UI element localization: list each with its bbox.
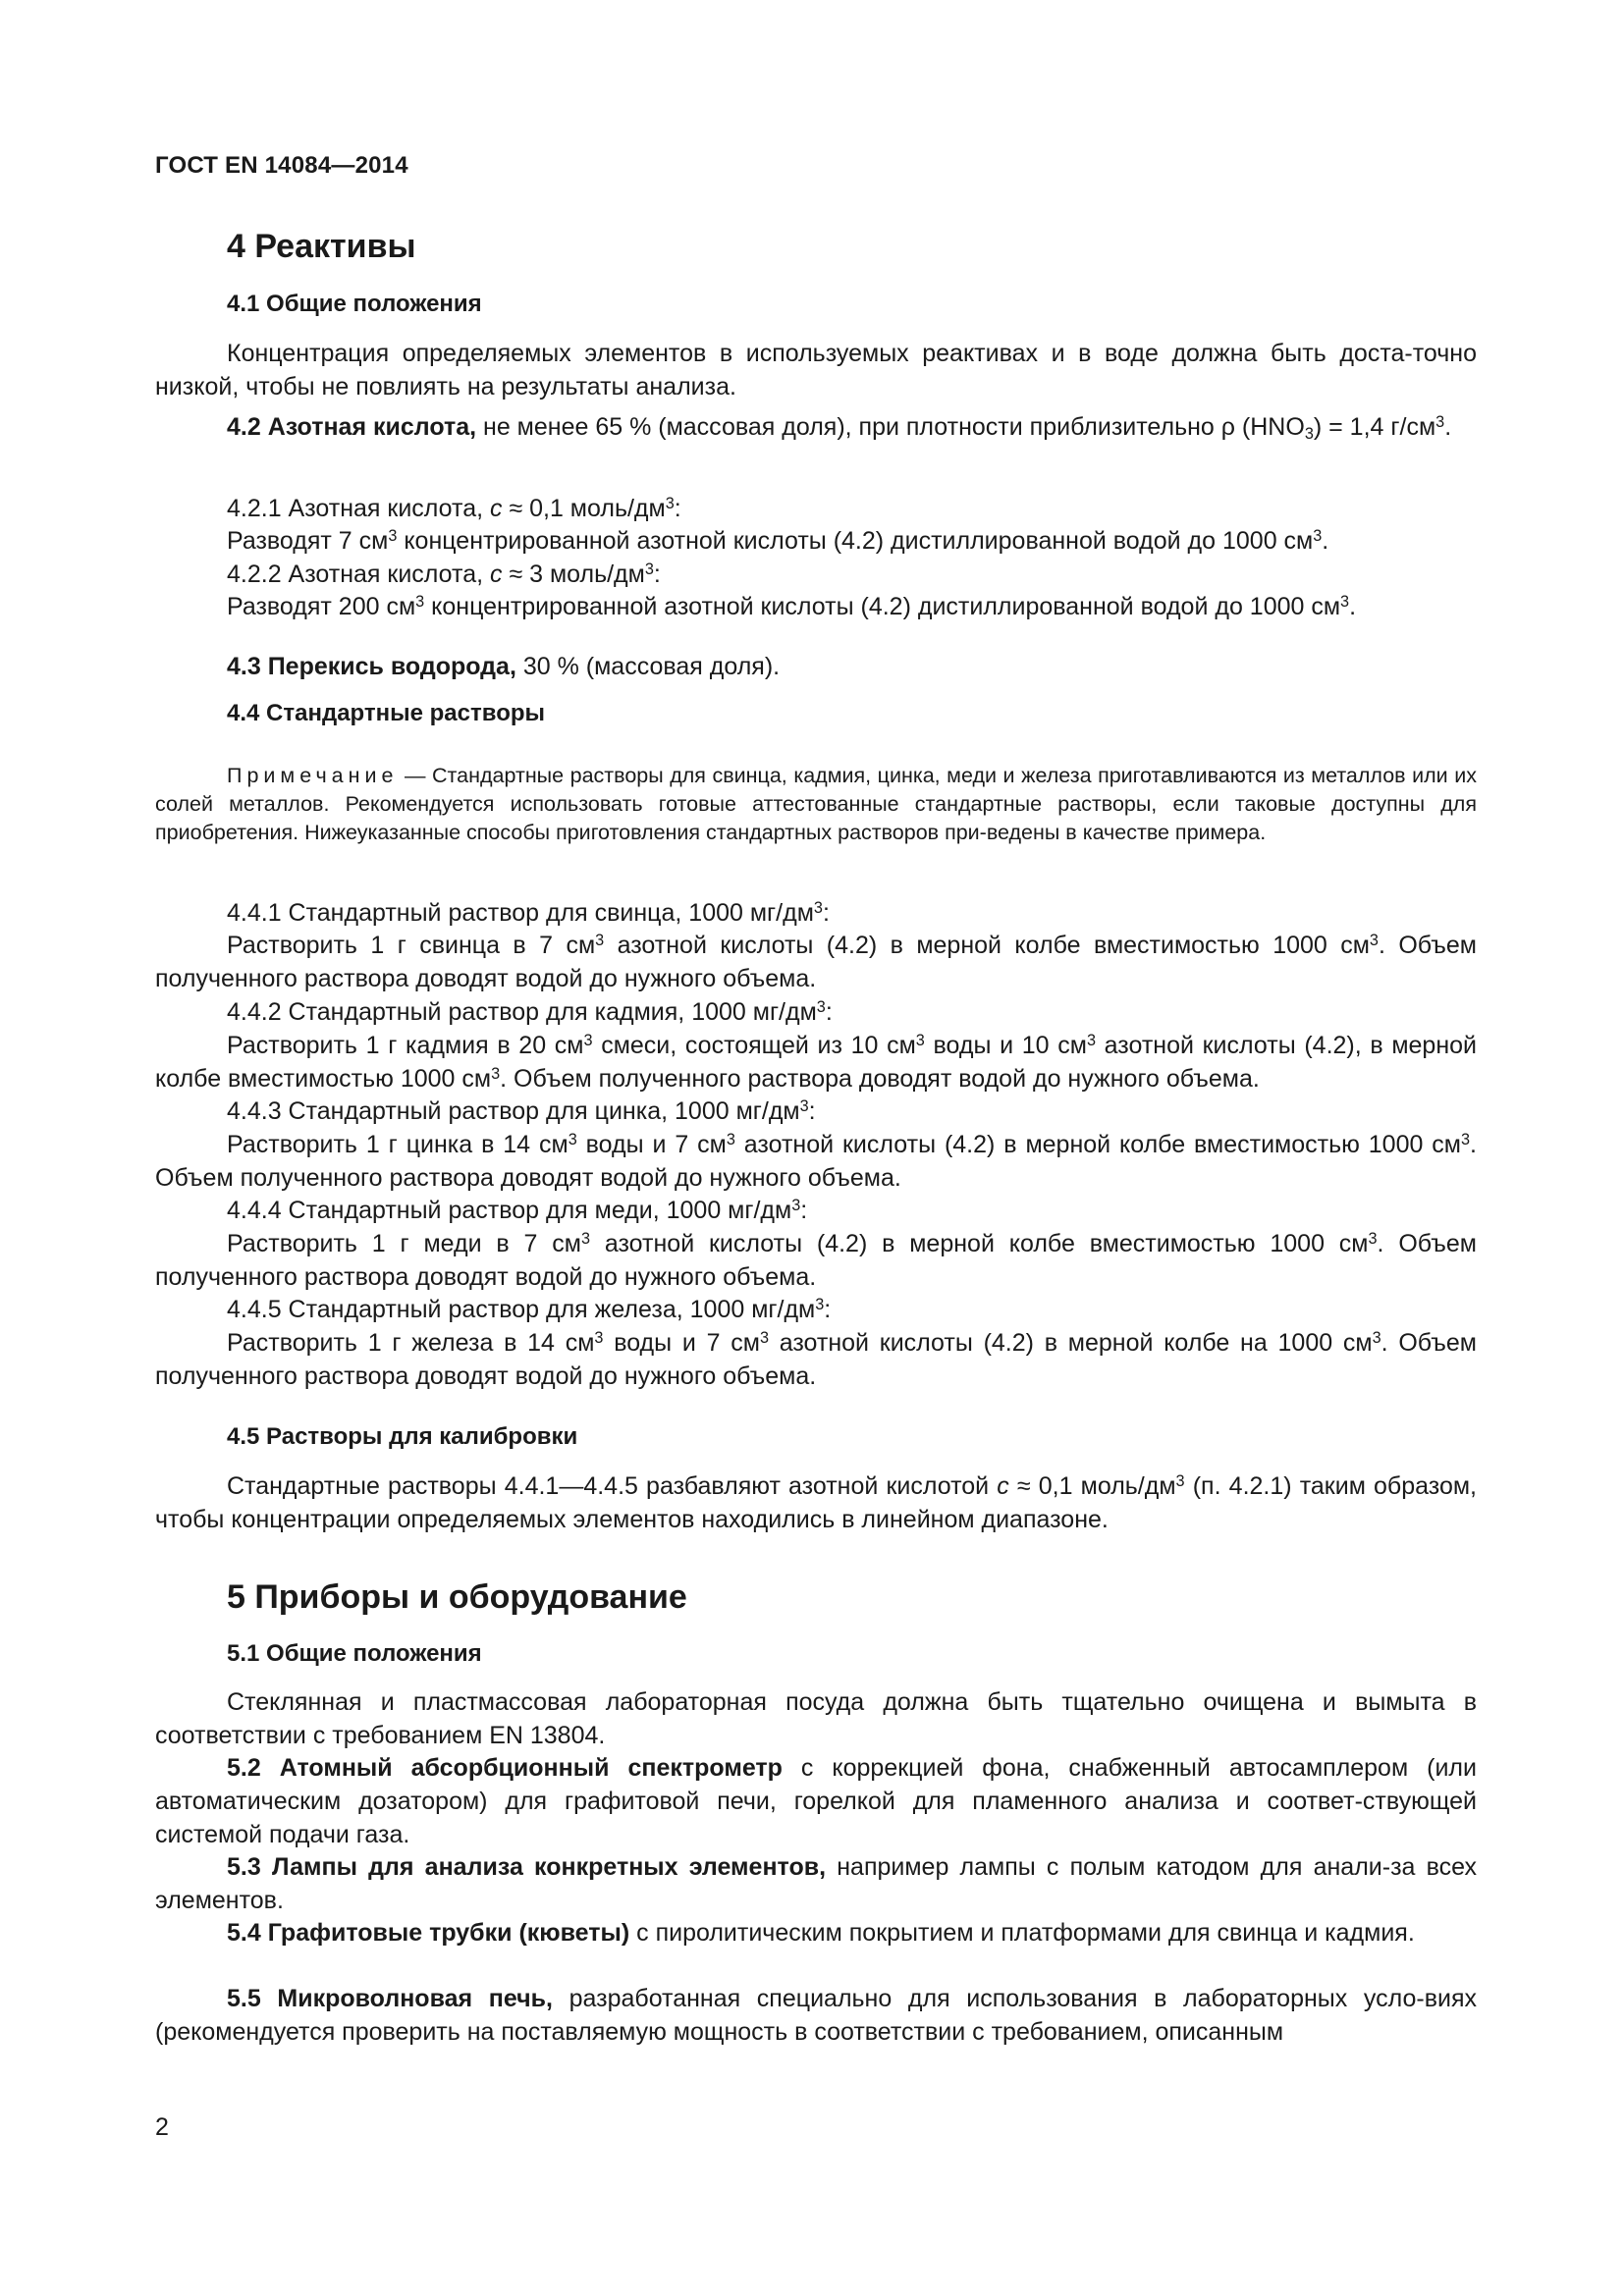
section-4-4-3-text: Растворить 1 г цинка в 14 $см^3$ воды и 7 $см^3$ азотной кислоты (4.2) в мерной колбе вместимостью 1000 $см^3$. Объем полученного раствора доводят водой до нужного объема.: [155, 1130, 1477, 1192]
page-number: 2: [155, 2113, 169, 2141]
section-4-4-2-heading: 4.4.2 Стандартный раствор для кадмия, 1000 $мг/дм^3$:: [227, 997, 833, 1026]
section-4-4-4-heading: 4.4.4 Стандартный раствор для меди, 1000 $мг/дм^3$:: [227, 1196, 808, 1224]
section-5-5-title: 5.5 Микроволновая печь,: [227, 1985, 553, 2012]
section-4-3-title: 4.3 Перекись водорода,: [227, 653, 516, 680]
section-4-5-text: Стандартные растворы 4.4.1—4.4.5 разбавляют азотной кислотой c ≈ 0,1 моль/$дм^3$ (п. 4.2.1) таким образом, чтобы концентрации определяемых элементов находились в линейном диапазоне.: [155, 1471, 1477, 1533]
section-4-title: 4 Реактивы: [227, 228, 416, 265]
section-5-1-title: 5.1 Общие положения: [227, 1640, 482, 1667]
section-4-2-1-heading: 4.2.1 Азотная кислота, c ≈ 0,1 моль/$дм^3$:: [227, 494, 681, 522]
section-4-4-3-heading: 4.4.3 Стандартный раствор для цинка, 1000 $мг/дм^3$:: [227, 1096, 816, 1125]
section-5-4-title: 5.4 Графитовые трубки (кюветы): [227, 1919, 630, 1947]
document-header: ГОСТ EN 14084—2014: [155, 152, 408, 179]
section-5-4-paragraph: 5.4 Графитовые трубки (кюветы) с пиролитическим покрытием и платформами для свинца и кадмия.: [227, 1919, 1415, 1947]
section-4-1-title: 4.1 Общие положения: [227, 291, 482, 317]
section-4-5-title: 4.5 Растворы для калибровки: [227, 1423, 578, 1450]
section-4-2-paragraph: 4.2 Азотная кислота, не менее 65 % (массовая доля), при плотности приблизительно ρ $(HNO_3) = 1,4$ $г/см^3$.: [227, 412, 1452, 444]
section-4-2-2-text: Разводят 200 $см^3$ концентрированной азотной кислоты (4.2) дистиллированной водой до 1000 $см^3$.: [227, 592, 1357, 620]
section-4-2-1-text: Разводят 7 $см^3$ концентрированной азотной кислоты (4.2) дистиллированной водой до 1000 $см^3$.: [227, 526, 1329, 555]
section-4-1-text: Концентрация определяемых элементов в используемых реактивах и в воде должна быть доста-точно низкой, чтобы не повлиять на результаты анализа.: [155, 340, 1477, 400]
section-4-4-1-heading: 4.4.1 Стандартный раствор для свинца, 1000 $мг/дм^3$:: [227, 898, 830, 927]
section-5-1-text: Стеклянная и пластмассовая лабораторная посуда должна быть тщательно очищена и вымыта в соответствии с требованием EN 13804.: [155, 1688, 1477, 1749]
section-4-4-title: 4.4 Стандартные растворы: [227, 700, 546, 726]
section-4-4-5-text: Растворить 1 г железа в 14 $см^3$ воды и 7 $см^3$ азотной кислоты (4.2) в мерной колбе на 1000 $см^3$. Объем полученного раствора доводят водой до нужного объема.: [155, 1328, 1477, 1390]
section-4-4-5-heading: 4.4.5 Стандартный раствор для железа, 1000 $мг/дм^3$:: [227, 1295, 832, 1323]
section-4-4-4-text: Растворить 1 г меди в 7 $см^3$ азотной кислоты (4.2) в мерной колбе вместимостью 1000 $см^3$. Объем полученного раствора доводят водой до нужного объема.: [155, 1229, 1477, 1291]
section-5-2-title: 5.2 Атомный абсорбционный спектрометр: [227, 1754, 783, 1782]
note-paragraph: Примечание — Стандартные растворы для свинца, кадмия, цинка, меди и железа приготавливаются из металлов или их солей металлов. Рекомендуется использовать готовые аттестованные стандартные растворы, если таковые доступны для приобретения. Нижеуказанные способы приготовления стандартных растворов при-ведены в качестве примера.: [155, 764, 1477, 844]
section-5-3-paragraph: 5.3 Лампы для анализа конкретных элементов, например лампы с полым катодом для анали-за всех элементов.: [155, 1853, 1477, 1914]
section-4-4-1-text: Растворить 1 г свинца в 7 $см^3$ азотной кислоты (4.2) в мерной колбе вместимостью 1000 $см^3$. Объем полученного раствора доводят водой до нужного объема.: [155, 931, 1477, 992]
section-5-3-title: 5.3 Лампы для анализа конкретных элементов,: [227, 1853, 827, 1881]
section-5-2-paragraph: 5.2 Атомный абсорбционный спектрометр с коррекцией фона, снабженный автосамплером (или автоматическим дозатором) для графитовой печи, горелкой для пламенного анализа и соответ-ствующей системой подачи газа.: [155, 1754, 1477, 1848]
section-5-5-paragraph: 5.5 Микроволновая печь, разработанная специально для использования в лабораторных усло-виях (рекомендуется проверить на поставляемую мощность в соответствии с требованием, описанным: [155, 1985, 1477, 2046]
section-4-2-title: 4.2 Азотная кислота,: [227, 413, 477, 441]
section-4-3-paragraph: 4.3 Перекись водорода, 30 % (массовая доля).: [227, 653, 781, 680]
section-4-2-2-heading: 4.2.2 Азотная кислота, c ≈ 3 моль/$дм^3$:: [227, 560, 661, 588]
section-5-title: 5 Приборы и оборудование: [227, 1578, 687, 1616]
section-4-4-2-text: Растворить 1 г кадмия в 20 $см^3$ смеси, состоящей из 10 $см^3$ воды и 10 $см^3$ азотной кислоты (4.2), в мерной колбе вместимостью 1000 $см^3$. Объем полученного раствора доводят водой до нужного объема.: [155, 1031, 1478, 1093]
note-label: Примечание: [227, 764, 399, 787]
